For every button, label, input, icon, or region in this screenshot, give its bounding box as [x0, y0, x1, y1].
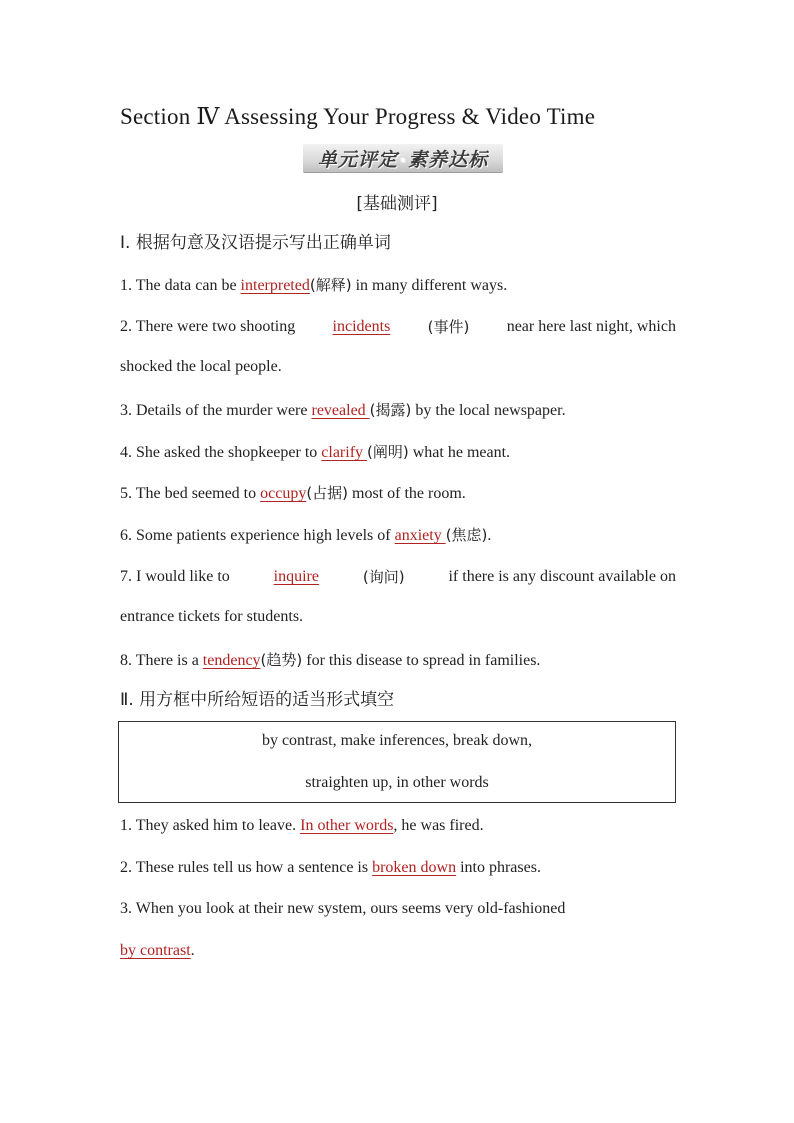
banner-left-text: 单元评定	[317, 148, 398, 171]
part1-item-5: 5. The bed seemed to occupy(占据) most of the room.	[120, 484, 466, 502]
unit-assessment-banner	[303, 144, 503, 172]
part2-item-1: 1. They asked him to leave. In other words, he was fired.	[120, 817, 484, 834]
part1-item-6: 6. Some patients experience high levels of anxiety (焦虑).	[120, 526, 492, 544]
chinese-hint: (询问)	[362, 568, 405, 586]
part1-heading: Ⅰ. 根据句意及汉语提示写出正确单词	[120, 233, 391, 253]
phrase-box-line-1: by contrast, make inferences, break down,	[261, 732, 533, 749]
answer-blank: revealed	[311, 402, 370, 419]
chinese-hint: (揭露)	[369, 401, 412, 419]
answer-blank: In other words	[300, 817, 394, 834]
part1-item-2-continued: shocked the local people.	[120, 358, 282, 375]
chinese-hint: (事件)	[427, 318, 470, 336]
answer-blank: by contrast	[120, 942, 191, 959]
chinese-hint: (趋势)	[260, 651, 303, 669]
chinese-hint: (解释)	[309, 276, 352, 294]
part1-item-7-continued: entrance tickets for students.	[120, 608, 304, 625]
part2-item-2: 2. These rules tell us how a sentence is broken down into phrases.	[120, 859, 541, 876]
answer-blank: occupy	[260, 485, 307, 502]
part2-heading: Ⅱ. 用方框中所给短语的适当形式填空	[120, 690, 395, 710]
answer-blank: interpreted	[240, 277, 310, 294]
part2-item-3: 3. When you look at their new system, ours seems very old-fashioned	[120, 900, 566, 917]
part1-item-3: 3. Details of the murder were revealed (揭露) by the local newspaper.	[120, 401, 566, 419]
phrase-box	[118, 721, 676, 803]
part1-item-7: 7. I would like to inquire (询问) if there is any discount available on	[120, 568, 676, 586]
phrase-box-line-2: straighten up, in other words	[305, 774, 489, 791]
answer-blank: broken down	[372, 859, 457, 876]
answer-blank: inquire	[273, 568, 319, 585]
part1-item-1: 1. The data can be interpreted(解释) in many different ways.	[120, 276, 508, 294]
part1-item-8: 8. There is a tendency(趋势) for this disease to spread in families.	[120, 651, 541, 669]
part2-item-3-continued: by contrast.	[120, 942, 195, 959]
part1-item-4: 4. She asked the shopkeeper to clarify (阐明) what he meant.	[120, 443, 511, 461]
basic-test-heading: [基础测评]	[356, 194, 438, 214]
section-title: Section Ⅳ Assessing Your Progress & Video Time	[120, 104, 596, 129]
banner-right-text: 素养达标	[408, 148, 489, 171]
part1-item-2: 2. There were two shooting incidents (事件) near here last night, which	[120, 318, 676, 336]
chinese-hint: (焦虑)	[445, 526, 488, 544]
answer-blank: anxiety	[394, 527, 446, 544]
banner-dot: ·	[398, 148, 408, 171]
chinese-hint: (阐明)	[367, 443, 409, 461]
answer-blank: tendency	[202, 652, 261, 669]
answer-blank: incidents	[332, 318, 391, 335]
chinese-hint: (占据)	[306, 484, 349, 502]
answer-blank: clarify	[321, 444, 368, 461]
